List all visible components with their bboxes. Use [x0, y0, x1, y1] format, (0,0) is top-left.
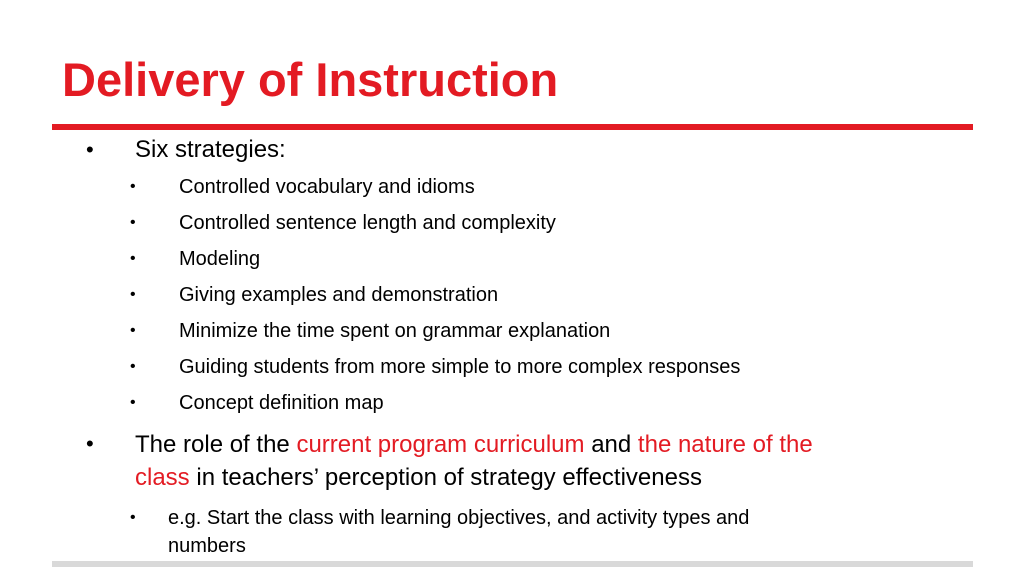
- bullet-role-line1: [135, 429, 813, 461]
- sub-bullet-dot: •: [130, 358, 136, 375]
- role-text-1: The role of the: [135, 431, 297, 458]
- bullet-dot: •: [86, 137, 94, 162]
- bullet-role-line2: [135, 462, 702, 494]
- role-text-2: in teachers’ perception of strategy effectiveness: [189, 464, 702, 491]
- strategy-item: Guiding students from more simple to more complex responses: [179, 356, 741, 378]
- sub-bullet-dot: •: [130, 509, 136, 526]
- sub-bullet-dot: •: [130, 250, 136, 267]
- sub-bullet-dot: •: [130, 178, 136, 195]
- highlight-curriculum: current program curriculum: [296, 431, 585, 458]
- sub-bullet-dot: •: [130, 214, 136, 231]
- highlight-class: class: [135, 464, 190, 491]
- sub-bullet-dot: •: [130, 322, 136, 339]
- slide-title: Delivery of Instruction: [62, 53, 559, 106]
- strategy-item: Giving examples and demonstration: [179, 284, 499, 306]
- strategy-item: Controlled vocabulary and idioms: [179, 176, 475, 198]
- example-line-1: e.g. Start the class with learning objectives, and activity types and: [168, 507, 750, 529]
- bullet-six-strategies: Six strategies:: [135, 136, 286, 163]
- strategy-item: Minimize the time spent on grammar explanation: [179, 320, 611, 342]
- footer-rule: [52, 561, 973, 567]
- sub-bullet-dot: •: [130, 394, 136, 411]
- sub-bullet-dot: •: [130, 286, 136, 303]
- strategy-item: Concept definition map: [179, 392, 384, 414]
- title-underline: [52, 124, 973, 130]
- strategy-item: Modeling: [179, 248, 261, 270]
- example-line-2: numbers: [168, 535, 246, 557]
- strategy-item: Controlled sentence length and complexity: [179, 212, 556, 234]
- highlight-nature-of-the: the nature of the: [637, 431, 813, 458]
- role-text-and: and: [584, 431, 638, 458]
- bullet-dot: •: [86, 431, 94, 456]
